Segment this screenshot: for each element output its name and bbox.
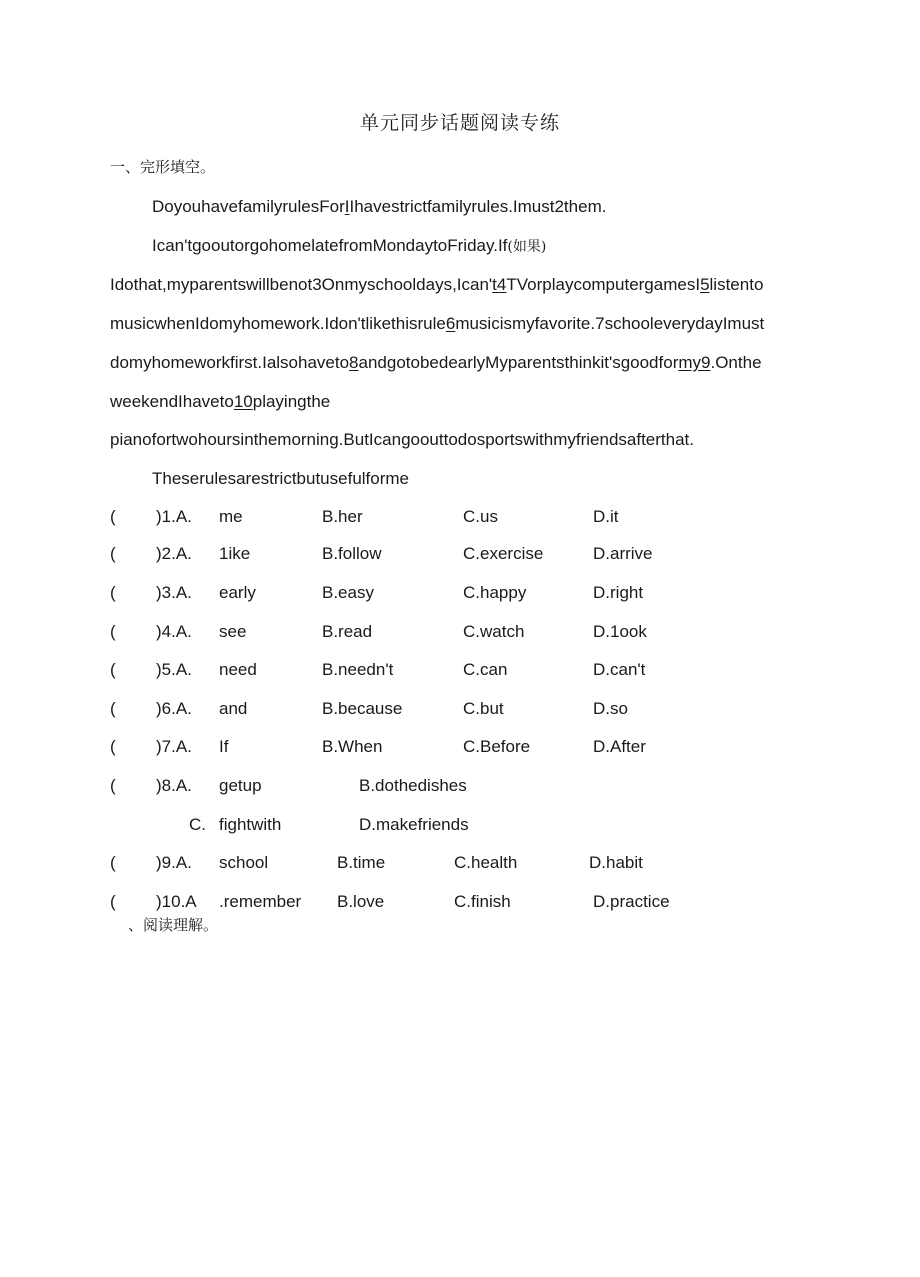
- option-c: C.but: [463, 699, 504, 718]
- passage-line-2: Ican'tgooutorgohomelatefromMondaytoFriday.If(如果): [152, 236, 547, 255]
- option-a: 1ike: [219, 544, 251, 563]
- section-cloze-heading: 一、完形填空。: [110, 158, 216, 176]
- option-c: C.health: [454, 853, 518, 872]
- option-d: D.so: [593, 699, 628, 718]
- question-9: ( )9.A. school B.time C.health D.habit: [110, 853, 643, 872]
- blank-10: 10: [233, 392, 253, 411]
- option-b: B.needn't: [322, 660, 394, 679]
- blank-8: 8: [349, 353, 359, 372]
- question-1: ( )1.A. me B.her C.us D.it: [110, 507, 619, 526]
- passage-line-1: DoyouhavefamilyrulesForIIhavestrictfamilyrules.Imust2them.: [152, 197, 607, 216]
- passage-line-7: pianofortwohoursinthemorning.ButIcangoouttodosportswithmyfriendsafterthat.: [110, 430, 695, 449]
- option-a: see: [219, 622, 247, 641]
- option-d: D.makefriends: [359, 815, 469, 834]
- section-reading-heading: 、阅读理解。: [128, 916, 219, 934]
- option-b: B.because: [322, 699, 403, 718]
- blank-5: 5: [700, 275, 710, 294]
- question-2: ( )2.A. 1ike B.follow C.exercise D.arrive: [110, 544, 653, 563]
- blank-6: 6: [445, 314, 456, 333]
- option-c: C.exercise: [463, 544, 544, 563]
- passage-line-6: weekendIhaveto10playingthe: [110, 392, 331, 411]
- page-title: 单元同步话题阅读专练: [359, 112, 560, 134]
- option-a: need: [219, 660, 257, 679]
- option-a: me: [219, 507, 243, 526]
- option-b: B.read: [322, 622, 373, 641]
- passage-line-3: Idothat,myparentswillbenot3Onmyschooldays,Ican't4TVorplaycomputergamesI5listento: [110, 275, 764, 294]
- question-5: ( )5.A. need B.needn't C.can D.can't: [110, 660, 646, 679]
- option-d: D.it: [593, 507, 619, 526]
- option-b: B.time: [337, 853, 386, 872]
- option-d: D.arrive: [593, 544, 653, 563]
- option-d: D.practice: [593, 892, 670, 911]
- option-b: B.dothedishes: [359, 776, 467, 795]
- blank-4: t4: [492, 275, 507, 294]
- question-3: ( )3.A. early B.easy C.happy D.right: [110, 583, 644, 602]
- option-a: school: [219, 853, 269, 872]
- option-b: B.her: [322, 507, 363, 526]
- option-d: D.1ook: [593, 622, 647, 641]
- question-4: ( )4.A. see B.read C.watch D.1ook: [110, 622, 647, 641]
- blank-9: my9: [678, 353, 711, 372]
- question-8: ( )8.A. getup B.dothedishes: [110, 776, 467, 795]
- option-b: B.When: [322, 737, 383, 756]
- option-d: D.can't: [593, 660, 646, 679]
- blank-1: I: [344, 197, 350, 216]
- passage-line-5: domyhomeworkfirst.Ialsohaveto8andgotobedearlyMyparentsthinkit'sgoodformy9.Onthe: [110, 353, 762, 372]
- option-c: C.can: [463, 660, 508, 679]
- option-a: .remember: [219, 892, 302, 911]
- option-b: B.follow: [322, 544, 382, 563]
- option-c: C.us: [463, 507, 498, 526]
- option-d: D.After: [593, 737, 646, 756]
- option-d: D.right: [593, 583, 644, 602]
- option-b: B.love: [337, 892, 385, 911]
- option-c: C.happy: [463, 583, 527, 602]
- option-c: fightwith: [219, 815, 282, 834]
- option-c: C.watch: [463, 622, 525, 641]
- option-c-label: C.: [189, 815, 206, 834]
- option-d: D.habit: [589, 853, 643, 872]
- question-7: ( )7.A. If B.When C.Before D.After: [110, 737, 646, 756]
- option-a: If: [219, 737, 229, 756]
- question-10: ( )10.A .remember B.love C.finish D.practice: [110, 892, 670, 911]
- option-c: C.finish: [454, 892, 511, 911]
- option-b: B.easy: [322, 583, 374, 602]
- option-a: early: [219, 583, 256, 602]
- passage-line-4: musicwhenIdomyhomework.Idon'tlikethisrule6musicismyfavorite.7schooleverydayImust: [110, 314, 765, 333]
- question-6: ( )6.A. and B.because C.but D.so: [110, 699, 628, 718]
- option-c: C.Before: [463, 737, 531, 756]
- passage-line-8: Theserulesarestrictbutusefulforme: [152, 469, 410, 488]
- question-8-row-2: [110, 815, 810, 837]
- option-a: and: [219, 699, 248, 718]
- option-a: getup: [219, 776, 262, 795]
